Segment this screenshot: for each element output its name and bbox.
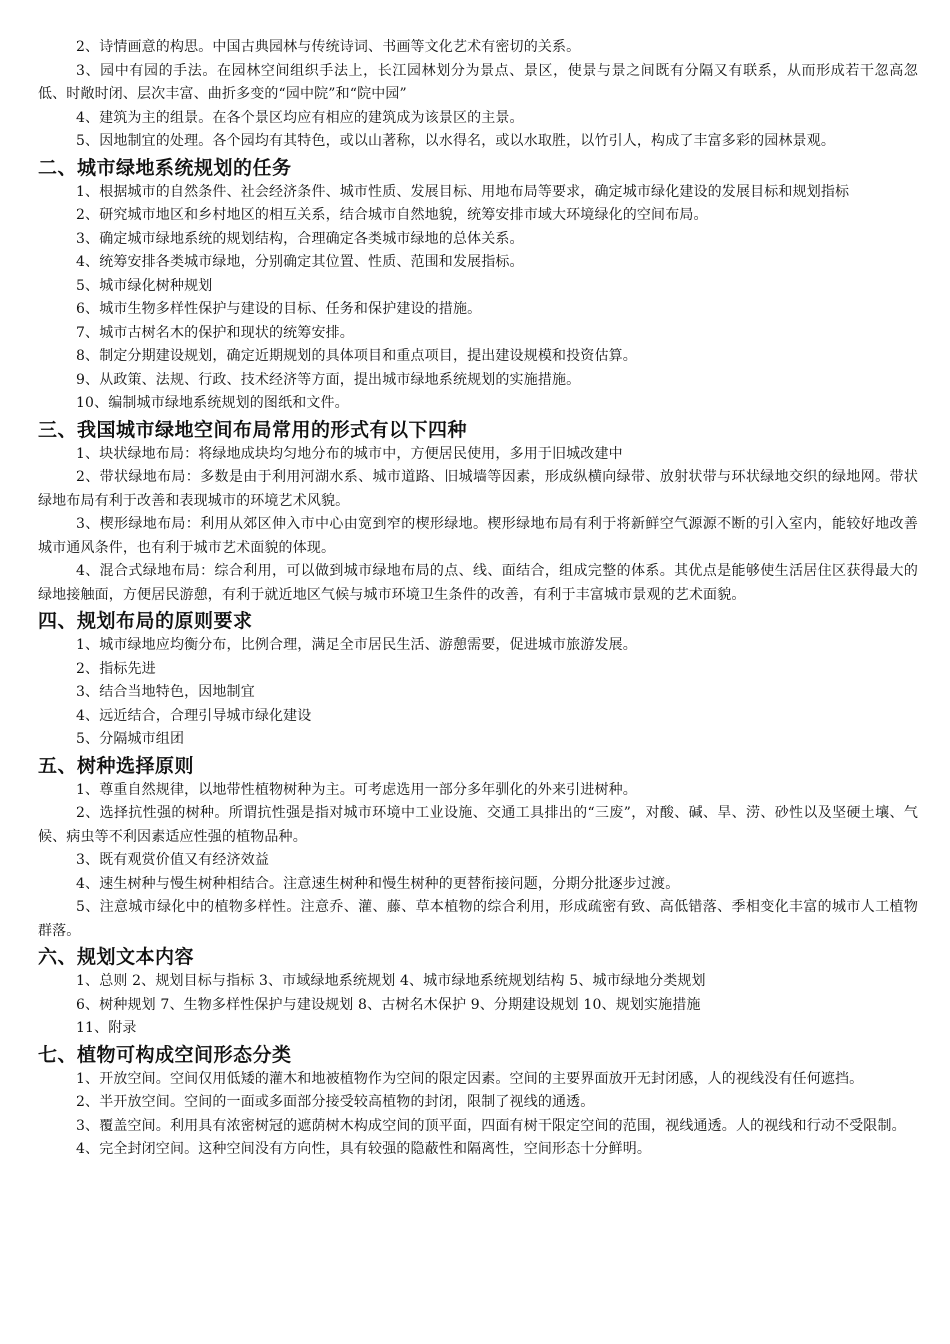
list-item: 1、根据城市的自然条件、社会经济条件、城市性质、发展目标、用地布局等要求，确定城市绿化建设的发展目标和规划指标: [76, 183, 850, 200]
list-item: 5、分隔城市组团: [76, 731, 185, 747]
list-item: 6、城市生物多样性保护与建设的目标、任务和保护建设的措施。: [76, 301, 482, 317]
list-item: 1、开放空间。空间仅用低矮的灌木和地被植物作为空间的限定因素。空间的主要界面放开无封闭感，人的视线没有任何遮挡。: [76, 1070, 864, 1087]
list-item: 3、结合当地特色，因地制宜: [76, 684, 255, 700]
section-heading: 三、我国城市绿地空间布局常用的形式有以下四种: [38, 418, 468, 441]
list-item: 4、建筑为主的组景。在各个景区均应有相应的建筑成为该景区的主景。: [76, 109, 524, 126]
list-item: 3、确定城市绿地系统的规划结构，合理确定各类城市绿地的总体关系。: [76, 230, 524, 247]
list-item: 2、诗情画意的构思。中国古典园林与传统诗词、书画等文化艺术有密切的关系。: [76, 39, 581, 55]
document-page: [38, 36, 918, 1162]
list-item: 6、树种规划 7、生物多样性保护与建设规划 8、古树名木保护 9、分期建设规划 10、规划实施措施: [76, 996, 701, 1013]
list-item: 4、速生树种与慢生树种相结合。注意速生树种和慢生树种的更替衔接问题，分期分批逐步过渡。: [76, 875, 680, 892]
list-item: 10、编制城市绿地系统规划的图纸和文件。: [76, 395, 349, 411]
list-item: 5、城市绿化树种规划: [76, 277, 213, 294]
list-item: 4、远近结合，合理引导城市绿化建设: [76, 707, 312, 724]
list-item: 7、城市古树名木的保护和现状的统筹安排。: [76, 324, 354, 341]
list-item: 1、城市绿地应均衡分布，比例合理，满足全市居民生活、游憩需要，促进城市旅游发展。: [76, 637, 637, 653]
list-item: 3、既有观赏价值又有经济效益: [76, 852, 270, 868]
section-heading: 六、规划文本内容: [38, 946, 195, 968]
list-item: 2、指标先进: [76, 660, 156, 677]
list-item: 2、研究城市地区和乡村地区的相互关系，结合城市自然地貌，统筹安排市域大环境绿化的空间布局。: [76, 207, 708, 223]
section-heading: 七、植物可构成空间形态分类: [38, 1043, 292, 1066]
list-item: 11、附录: [76, 1020, 137, 1036]
list-item: 1、尊重自然规律，以地带性植物树种为主。可考虑选用一部分多年驯化的外来引进树种。: [76, 781, 637, 798]
section-heading: 二、城市绿地系统规划的任务: [38, 156, 292, 179]
list-item: 3、覆盖空间。利用具有浓密树冠的遮荫树木构成空间的顶平面，四面有树干限定空间的范围，视线通透。人的视线和行动不受限制。: [76, 1117, 906, 1134]
list-item: 2、选择抗性强的树种。所谓抗性强是指对城市环境中工业设施、交通工具排出的“三废”，对酸、碱、旱、涝、砂性以及坚硬土壤、气候、病虫等不利因素适应性强的植物品种。: [38, 805, 918, 845]
list-item: 1、总则 2、规划目标与指标 3、市域绿地系统规划 4、城市绿地系统规划结构 5、城市绿地分类规划: [76, 973, 706, 989]
list-item: 2、半开放空间。空间的一面或多面部分接受较高植物的封闭，限制了视线的通透。: [76, 1094, 595, 1110]
list-item: 9、从政策、法规、行政、技术经济等方面，提出城市绿地系统规划的实施措施。: [76, 371, 581, 388]
section-heading: 五、树种选择原则: [38, 754, 195, 777]
list-item: 5、因地制宜的处理。各个园均有其特色，或以山著称，以水得名，或以水取胜，以竹引人，构成了丰富多彩的园林景观。: [76, 133, 836, 149]
list-item: 1、块状绿地布局：将绿地成块均匀地分布的城市中，方便居民使用，多用于旧城改建中: [76, 445, 623, 462]
list-item: 4、统筹安排各类城市绿地，分别确定其位置、性质、范围和发展指标。: [76, 254, 524, 270]
list-item: 4、混合式绿地布局：综合利用，可以做到城市绿地布局的点、线、面结合，组成完整的体系。其优点是能够使生活居住区获得最大的绿地接触面，方便居民游憩，有利于就近地区气候与城市环境卫生条件的改善，有利于丰富城市景观的艺术面貌。: [38, 563, 918, 603]
section-heading: 四、规划布局的原则要求: [38, 610, 253, 632]
list-item: 3、园中有园的手法。在园林空间组织手法上，长江园林划分为景点、景区，使景与景之间既有分隔又有联系，从而形成若干忽高忽低、时敞时闭、层次丰富、曲折多变的“园中院”和“院中园”: [38, 62, 918, 102]
list-item: 2、带状绿地布局：多数是由于利用河湖水系、城市道路、旧城墙等因素，形成纵横向绿带、放射状带与环状绿地交织的绿地网。带状绿地布局有利于改善和表现城市的环境艺术风貌。: [38, 469, 918, 509]
list-item: 5、注意城市绿化中的植物多样性。注意乔、灌、藤、草本植物的综合利用，形成疏密有致、高低错落、季相变化丰富的城市人工植物群落。: [38, 899, 918, 939]
list-item: 4、完全封闭空间。这种空间没有方向性，具有较强的隐蔽性和隔离性，空间形态十分鲜明。: [76, 1141, 652, 1157]
list-item: 8、制定分期建设规划，确定近期规划的具体项目和重点项目，提出建设规模和投资估算。: [76, 348, 637, 364]
list-item: 3、楔形绿地布局：利用从郊区伸入市中心由宽到窄的楔形绿地。楔形绿地布局有利于将新鲜空气源源不断的引入室内，能较好地改善城市通风条件，也有利于城市艺术面貌的体现。: [38, 516, 918, 556]
